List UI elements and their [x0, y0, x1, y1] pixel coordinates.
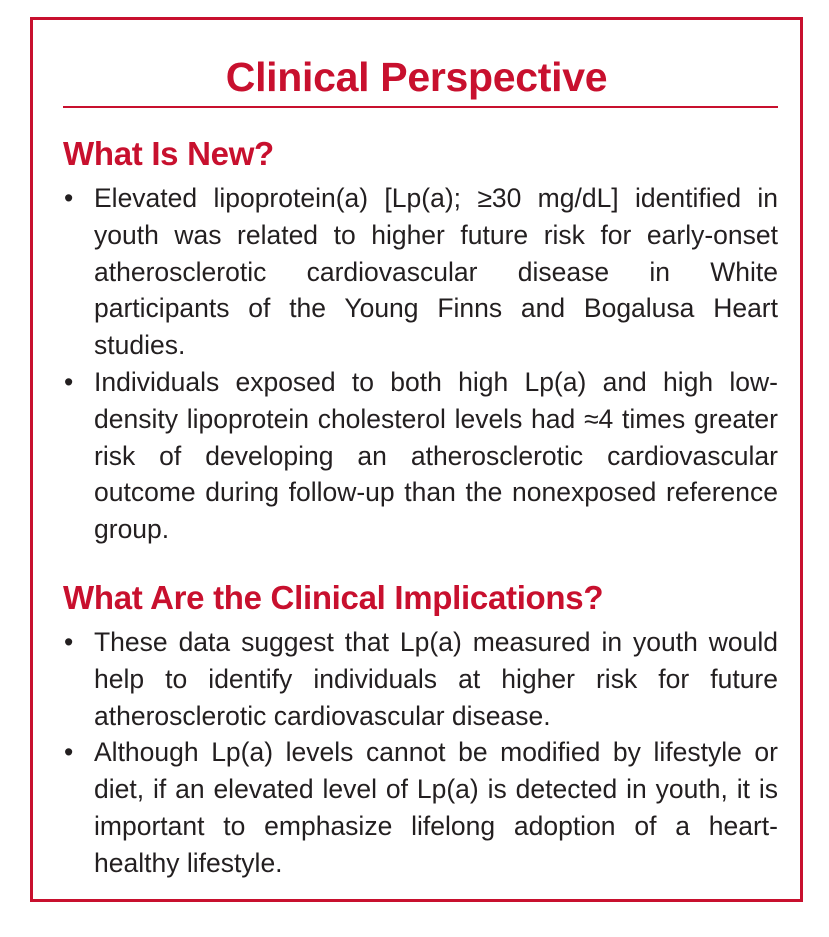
section-clinical-implications [63, 576, 778, 882]
bullet-icon: • [64, 366, 74, 397]
section-what-is-new [63, 132, 778, 548]
bullet-icon: • [64, 183, 74, 213]
bullet-icon: • [64, 627, 74, 657]
clinical-perspective-box [30, 17, 803, 902]
bullet-icon: • [64, 737, 74, 768]
list-item [63, 364, 778, 548]
bullet-text: Elevated lipoprotein(a) [Lp(a); ≥30 mg/dL] identified in youth was related to higher future risk for early-onset atherosclerotic cardiovascular disease in White participants of the Young Finns and Bogalusa Heart studies. [94, 183, 778, 361]
bullet-text: Individuals exposed to both high Lp(a) and high low-density lipoprotein cholesterol levels had ≈4 times greater risk of developing an atherosclerotic cardiovascular outcome during follow-up than the nonexposed reference group. [94, 366, 778, 545]
bullet-text: These data suggest that Lp(a) measured in youth would help to identify individuals at higher risk for future atherosclerotic cardiovascular disease. [94, 627, 778, 731]
list-item [63, 734, 778, 881]
bullet-list [63, 624, 778, 882]
section-heading: What Is New? [63, 135, 274, 172]
box-title: Clinical Perspective [225, 54, 608, 100]
list-item [63, 180, 778, 364]
bullet-text: Although Lp(a) levels cannot be modified by lifestyle or diet, if an elevated level of Lp(a) is detected in youth, it is important to emphasize lifelong adoption of a heart-healthy lifestyle. [94, 737, 778, 878]
list-item [63, 624, 778, 734]
section-heading: What Are the Clinical Implications? [63, 579, 604, 616]
title-divider [63, 106, 778, 108]
bullet-list [63, 180, 778, 548]
